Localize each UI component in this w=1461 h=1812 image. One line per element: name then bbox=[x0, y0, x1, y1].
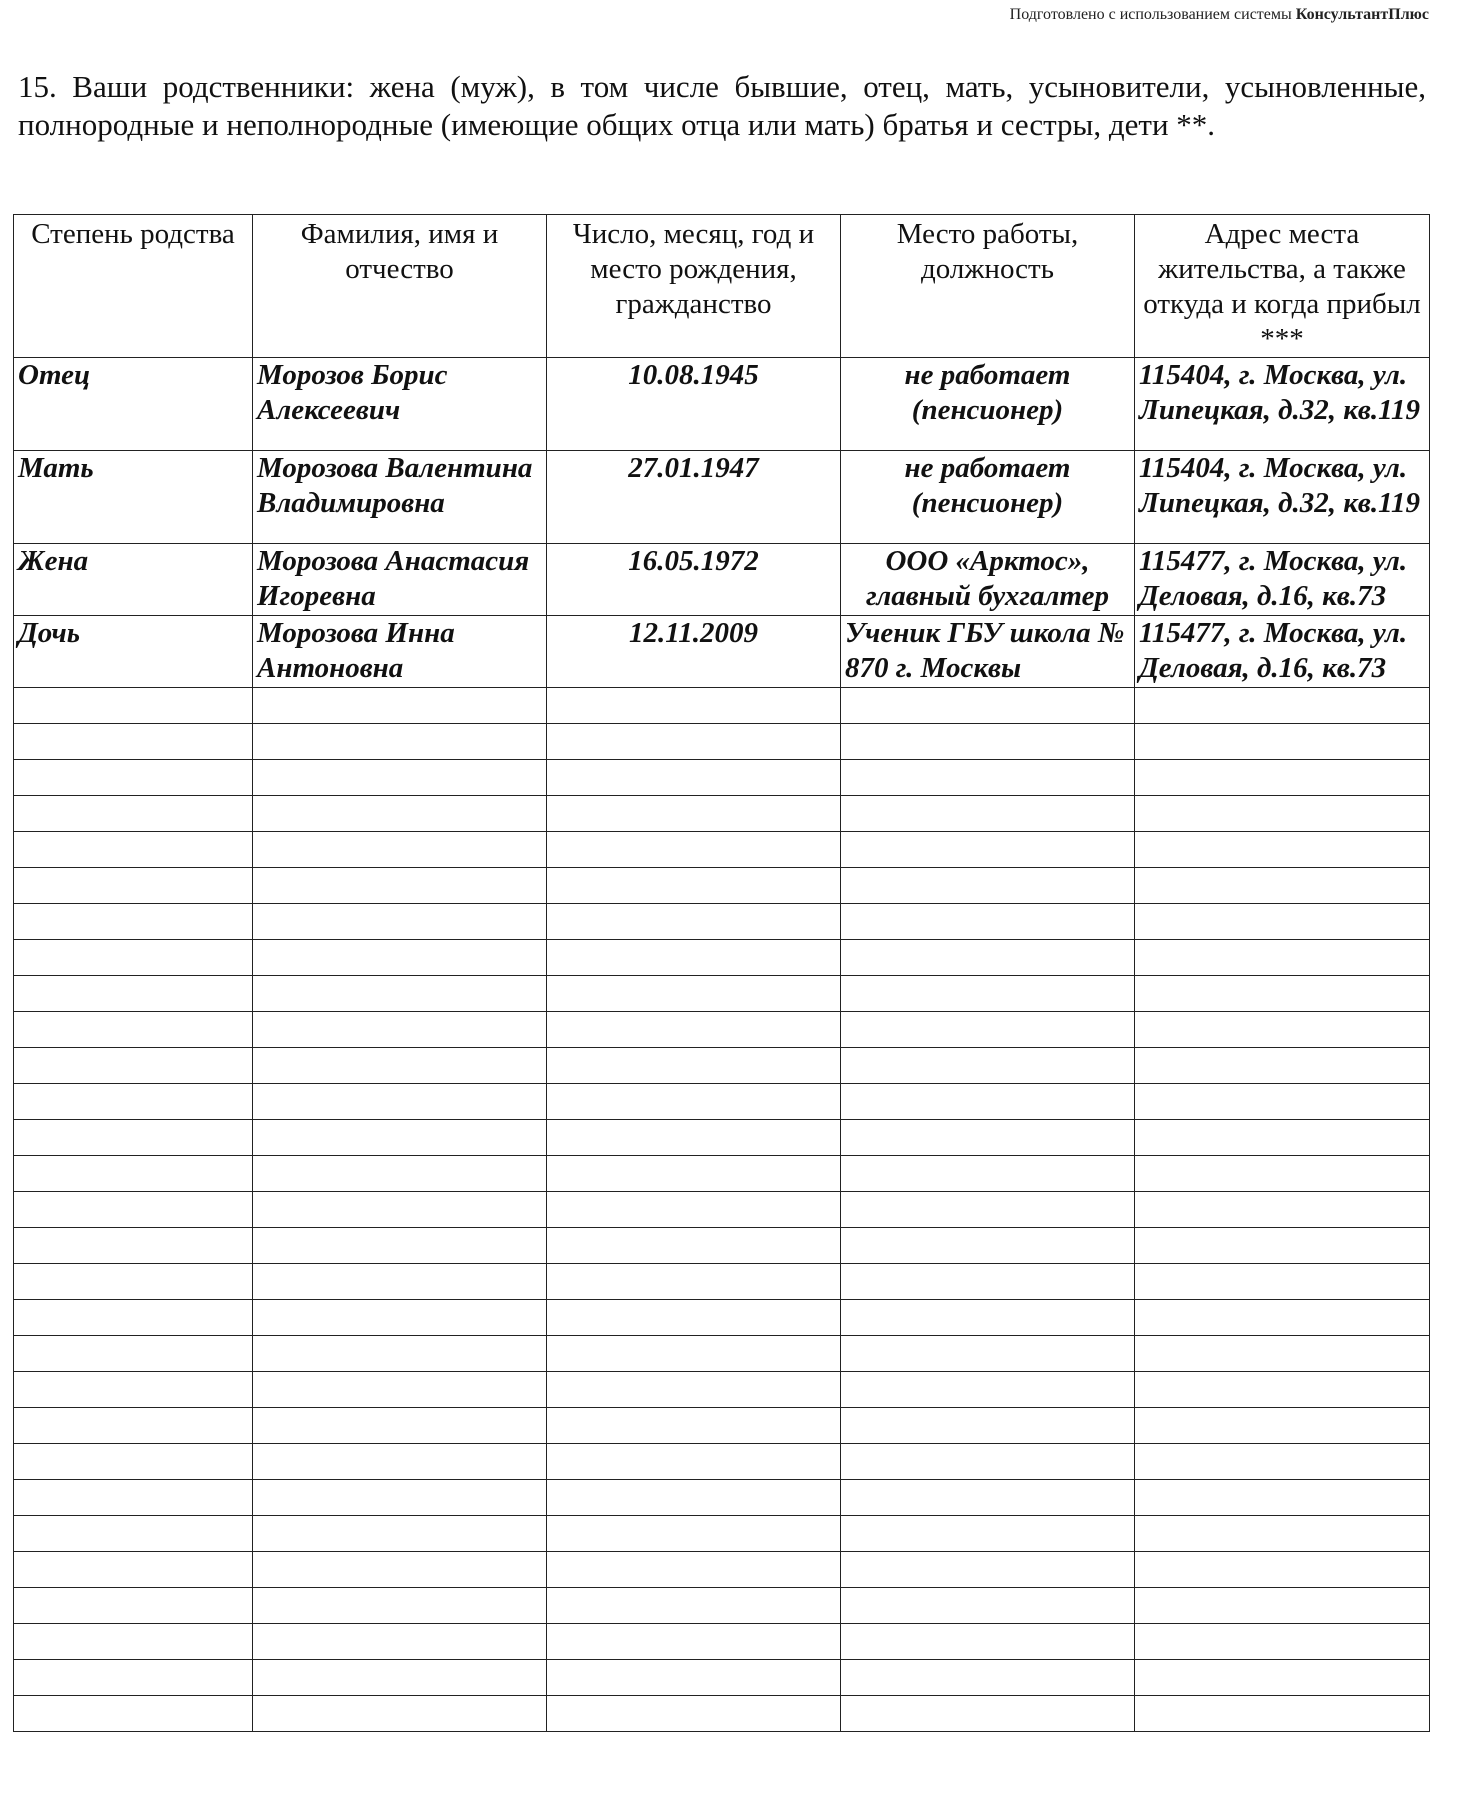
empty-cell bbox=[14, 1300, 253, 1336]
empty-cell bbox=[1135, 796, 1430, 832]
table-row bbox=[14, 451, 1430, 544]
empty-cell bbox=[253, 976, 547, 1012]
table-row bbox=[14, 544, 1430, 616]
empty-cell bbox=[14, 1192, 253, 1228]
empty-cell bbox=[1135, 868, 1430, 904]
empty-cell bbox=[1135, 1084, 1430, 1120]
empty-cell bbox=[841, 1660, 1135, 1696]
empty-cell bbox=[547, 1516, 841, 1552]
empty-cell bbox=[14, 1516, 253, 1552]
cell-relation: Дочь bbox=[14, 616, 253, 688]
empty-cell bbox=[841, 1372, 1135, 1408]
empty-cell bbox=[253, 1300, 547, 1336]
cell-birth: 12.11.2009 bbox=[547, 616, 841, 688]
empty-table-row bbox=[14, 1048, 1430, 1084]
cell-work: не работает (пенсионер) bbox=[841, 358, 1135, 451]
empty-cell bbox=[253, 1120, 547, 1156]
empty-cell bbox=[1135, 1048, 1430, 1084]
empty-cell bbox=[1135, 1696, 1430, 1732]
empty-cell bbox=[253, 940, 547, 976]
empty-cell bbox=[547, 1588, 841, 1624]
empty-cell bbox=[253, 1228, 547, 1264]
cell-birth: 16.05.1972 bbox=[547, 544, 841, 616]
empty-table-row bbox=[14, 1264, 1430, 1300]
cell-full-name: Морозова Анастасия Игоревна bbox=[253, 544, 547, 616]
empty-table-row bbox=[14, 1408, 1430, 1444]
empty-cell bbox=[841, 724, 1135, 760]
empty-cell bbox=[253, 1012, 547, 1048]
empty-cell bbox=[1135, 760, 1430, 796]
empty-cell bbox=[253, 1372, 547, 1408]
empty-table-row bbox=[14, 1516, 1430, 1552]
cell-full-name: Морозова Инна Антоновна bbox=[253, 616, 547, 688]
empty-cell bbox=[841, 1552, 1135, 1588]
empty-cell bbox=[253, 1516, 547, 1552]
cell-address: 115404, г. Москва, ул. Липецкая, д.32, кв.119 bbox=[1135, 451, 1430, 544]
empty-cell bbox=[1135, 1480, 1430, 1516]
empty-cell bbox=[547, 1480, 841, 1516]
empty-cell bbox=[1135, 1336, 1430, 1372]
empty-cell bbox=[253, 904, 547, 940]
empty-cell bbox=[841, 1120, 1135, 1156]
empty-cell bbox=[1135, 1156, 1430, 1192]
empty-cell bbox=[841, 1444, 1135, 1480]
question-text: 15. Ваши родственники: жена (муж), в том числе бывшие, отец, мать, усыновители, усыновленные, полнородные и неполнородные (имеющие общих отца или мать) братья и сестры, дети **. bbox=[18, 69, 1426, 142]
empty-cell bbox=[1135, 1516, 1430, 1552]
empty-cell bbox=[14, 1048, 253, 1084]
empty-cell bbox=[841, 904, 1135, 940]
empty-table-row bbox=[14, 868, 1430, 904]
table-row bbox=[14, 358, 1430, 451]
empty-cell bbox=[14, 1084, 253, 1120]
empty-cell bbox=[14, 976, 253, 1012]
empty-cell bbox=[547, 832, 841, 868]
empty-cell bbox=[1135, 1192, 1430, 1228]
empty-cell bbox=[547, 1408, 841, 1444]
empty-cell bbox=[253, 832, 547, 868]
empty-cell bbox=[253, 1264, 547, 1300]
empty-cell bbox=[253, 1192, 547, 1228]
empty-cell bbox=[14, 868, 253, 904]
empty-table-row bbox=[14, 1696, 1430, 1732]
empty-cell bbox=[841, 940, 1135, 976]
empty-cell bbox=[14, 1336, 253, 1372]
empty-table-row bbox=[14, 1300, 1430, 1336]
cell-address: 115404, г. Москва, ул. Липецкая, д.32, кв.119 bbox=[1135, 358, 1430, 451]
empty-cell bbox=[547, 976, 841, 1012]
empty-cell bbox=[253, 688, 547, 724]
empty-cell bbox=[547, 1048, 841, 1084]
cell-birth: 27.01.1947 bbox=[547, 451, 841, 544]
empty-cell bbox=[253, 868, 547, 904]
empty-cell bbox=[547, 1120, 841, 1156]
empty-cell bbox=[14, 1228, 253, 1264]
empty-table-row bbox=[14, 1228, 1430, 1264]
header-note-brand: КонсультантПлюс bbox=[1295, 6, 1429, 23]
empty-cell bbox=[253, 760, 547, 796]
cell-full-name: Морозова Валентина Владимировна bbox=[253, 451, 547, 544]
header-note-prefix: Подготовлено с использованием системы bbox=[1009, 6, 1296, 23]
table-header-row bbox=[14, 215, 1430, 358]
empty-cell bbox=[841, 760, 1135, 796]
empty-cell bbox=[841, 868, 1135, 904]
empty-cell bbox=[841, 976, 1135, 1012]
empty-cell bbox=[547, 796, 841, 832]
cell-relation: Мать bbox=[14, 451, 253, 544]
empty-cell bbox=[841, 688, 1135, 724]
empty-cell bbox=[547, 1336, 841, 1372]
cell-work: не работает (пенсионер) bbox=[841, 451, 1135, 544]
empty-cell bbox=[253, 1084, 547, 1120]
empty-cell bbox=[547, 1696, 841, 1732]
empty-cell bbox=[841, 1588, 1135, 1624]
empty-cell bbox=[14, 940, 253, 976]
empty-cell bbox=[14, 796, 253, 832]
empty-table-row bbox=[14, 1444, 1430, 1480]
empty-cell bbox=[547, 1300, 841, 1336]
empty-cell bbox=[547, 1444, 841, 1480]
empty-cell bbox=[14, 904, 253, 940]
empty-cell bbox=[547, 940, 841, 976]
header-note bbox=[1010, 6, 1429, 24]
empty-cell bbox=[1135, 1300, 1430, 1336]
empty-table-row bbox=[14, 796, 1430, 832]
cell-birth: 10.08.1945 bbox=[547, 358, 841, 451]
empty-cell bbox=[14, 1012, 253, 1048]
empty-cell bbox=[1135, 1444, 1430, 1480]
empty-cell bbox=[253, 1048, 547, 1084]
empty-cell bbox=[841, 1480, 1135, 1516]
empty-table-row bbox=[14, 1156, 1430, 1192]
empty-table-row bbox=[14, 1012, 1430, 1048]
empty-cell bbox=[841, 1228, 1135, 1264]
empty-cell bbox=[1135, 1264, 1430, 1300]
empty-cell bbox=[547, 1372, 841, 1408]
empty-cell bbox=[841, 1696, 1135, 1732]
empty-cell bbox=[841, 832, 1135, 868]
empty-cell bbox=[14, 688, 253, 724]
empty-cell bbox=[547, 1084, 841, 1120]
empty-cell bbox=[253, 1156, 547, 1192]
empty-cell bbox=[14, 1120, 253, 1156]
empty-cell bbox=[14, 1624, 253, 1660]
empty-cell bbox=[14, 1588, 253, 1624]
empty-cell bbox=[841, 1156, 1135, 1192]
empty-table-row bbox=[14, 724, 1430, 760]
empty-cell bbox=[14, 724, 253, 760]
empty-cell bbox=[14, 1408, 253, 1444]
empty-cell bbox=[14, 1156, 253, 1192]
empty-table-row bbox=[14, 760, 1430, 796]
empty-cell bbox=[14, 760, 253, 796]
empty-cell bbox=[547, 724, 841, 760]
empty-cell bbox=[1135, 724, 1430, 760]
empty-cell bbox=[253, 1588, 547, 1624]
empty-cell bbox=[1135, 904, 1430, 940]
empty-cell bbox=[253, 1480, 547, 1516]
cell-work: ООО «Арктос», главный бухгалтер bbox=[841, 544, 1135, 616]
empty-cell bbox=[253, 796, 547, 832]
empty-table-row bbox=[14, 1084, 1430, 1120]
empty-table-row bbox=[14, 1372, 1430, 1408]
empty-cell bbox=[841, 796, 1135, 832]
empty-cell bbox=[841, 1624, 1135, 1660]
cell-full-name: Морозов Борис Алексеевич bbox=[253, 358, 547, 451]
empty-cell bbox=[1135, 976, 1430, 1012]
empty-cell bbox=[14, 832, 253, 868]
empty-cell bbox=[1135, 1120, 1430, 1156]
cell-relation: Жена bbox=[14, 544, 253, 616]
empty-cell bbox=[1135, 1552, 1430, 1588]
empty-cell bbox=[253, 1552, 547, 1588]
empty-table-row bbox=[14, 1480, 1430, 1516]
empty-cell bbox=[253, 1444, 547, 1480]
empty-cell bbox=[547, 1660, 841, 1696]
empty-cell bbox=[841, 1516, 1135, 1552]
empty-cell bbox=[547, 1228, 841, 1264]
empty-cell bbox=[547, 904, 841, 940]
empty-cell bbox=[547, 760, 841, 796]
cell-address: 115477, г. Москва, ул. Деловая, д.16, кв.73 bbox=[1135, 616, 1430, 688]
empty-table-row bbox=[14, 1552, 1430, 1588]
header-work: Место работы, должность bbox=[841, 215, 1135, 358]
empty-table-row bbox=[14, 688, 1430, 724]
empty-cell bbox=[14, 1372, 253, 1408]
empty-cell bbox=[547, 1264, 841, 1300]
empty-cell bbox=[253, 1660, 547, 1696]
empty-cell bbox=[841, 1084, 1135, 1120]
empty-cell bbox=[547, 1192, 841, 1228]
empty-cell bbox=[1135, 940, 1430, 976]
empty-table-row bbox=[14, 832, 1430, 868]
empty-cell bbox=[841, 1048, 1135, 1084]
empty-cell bbox=[1135, 832, 1430, 868]
empty-cell bbox=[1135, 1660, 1430, 1696]
empty-cell bbox=[547, 1624, 841, 1660]
empty-cell bbox=[841, 1408, 1135, 1444]
empty-cell bbox=[1135, 1012, 1430, 1048]
empty-table-row bbox=[14, 1120, 1430, 1156]
empty-cell bbox=[14, 1660, 253, 1696]
empty-table-row bbox=[14, 940, 1430, 976]
cell-address: 115477, г. Москва, ул. Деловая, д.16, кв.73 bbox=[1135, 544, 1430, 616]
empty-cell bbox=[253, 1336, 547, 1372]
empty-cell bbox=[1135, 1372, 1430, 1408]
empty-cell bbox=[547, 1156, 841, 1192]
empty-cell bbox=[547, 1012, 841, 1048]
empty-cell bbox=[1135, 688, 1430, 724]
empty-cell bbox=[1135, 1588, 1430, 1624]
empty-table-row bbox=[14, 904, 1430, 940]
header-full-name: Фамилия, имя и отчество bbox=[253, 215, 547, 358]
empty-cell bbox=[841, 1300, 1135, 1336]
empty-cell bbox=[14, 1480, 253, 1516]
empty-cell bbox=[14, 1444, 253, 1480]
empty-cell bbox=[253, 1696, 547, 1732]
empty-cell bbox=[841, 1012, 1135, 1048]
empty-cell bbox=[14, 1696, 253, 1732]
empty-cell bbox=[253, 1408, 547, 1444]
header-relation: Степень родства bbox=[14, 215, 253, 358]
empty-cell bbox=[14, 1552, 253, 1588]
empty-cell bbox=[1135, 1228, 1430, 1264]
table-row bbox=[14, 616, 1430, 688]
cell-work: Ученик ГБУ школа № 870 г. Москвы bbox=[841, 616, 1135, 688]
empty-cell bbox=[841, 1264, 1135, 1300]
empty-cell bbox=[841, 1336, 1135, 1372]
empty-cell bbox=[253, 724, 547, 760]
empty-cell bbox=[253, 1624, 547, 1660]
empty-cell bbox=[1135, 1624, 1430, 1660]
empty-cell bbox=[547, 868, 841, 904]
header-birth: Число, месяц, год и место рождения, гражданство bbox=[547, 215, 841, 358]
empty-cell bbox=[547, 1552, 841, 1588]
empty-table-row bbox=[14, 976, 1430, 1012]
empty-table-row bbox=[14, 1660, 1430, 1696]
cell-relation: Отец bbox=[14, 358, 253, 451]
empty-table-row bbox=[14, 1624, 1430, 1660]
empty-table-row bbox=[14, 1588, 1430, 1624]
empty-table-row bbox=[14, 1192, 1430, 1228]
empty-cell bbox=[547, 688, 841, 724]
header-address: Адрес места жительства, а также откуда и когда прибыл *** bbox=[1135, 215, 1430, 358]
relatives-table bbox=[13, 214, 1430, 1732]
empty-cell bbox=[841, 1192, 1135, 1228]
empty-cell bbox=[1135, 1408, 1430, 1444]
empty-table-row bbox=[14, 1336, 1430, 1372]
empty-cell bbox=[14, 1264, 253, 1300]
